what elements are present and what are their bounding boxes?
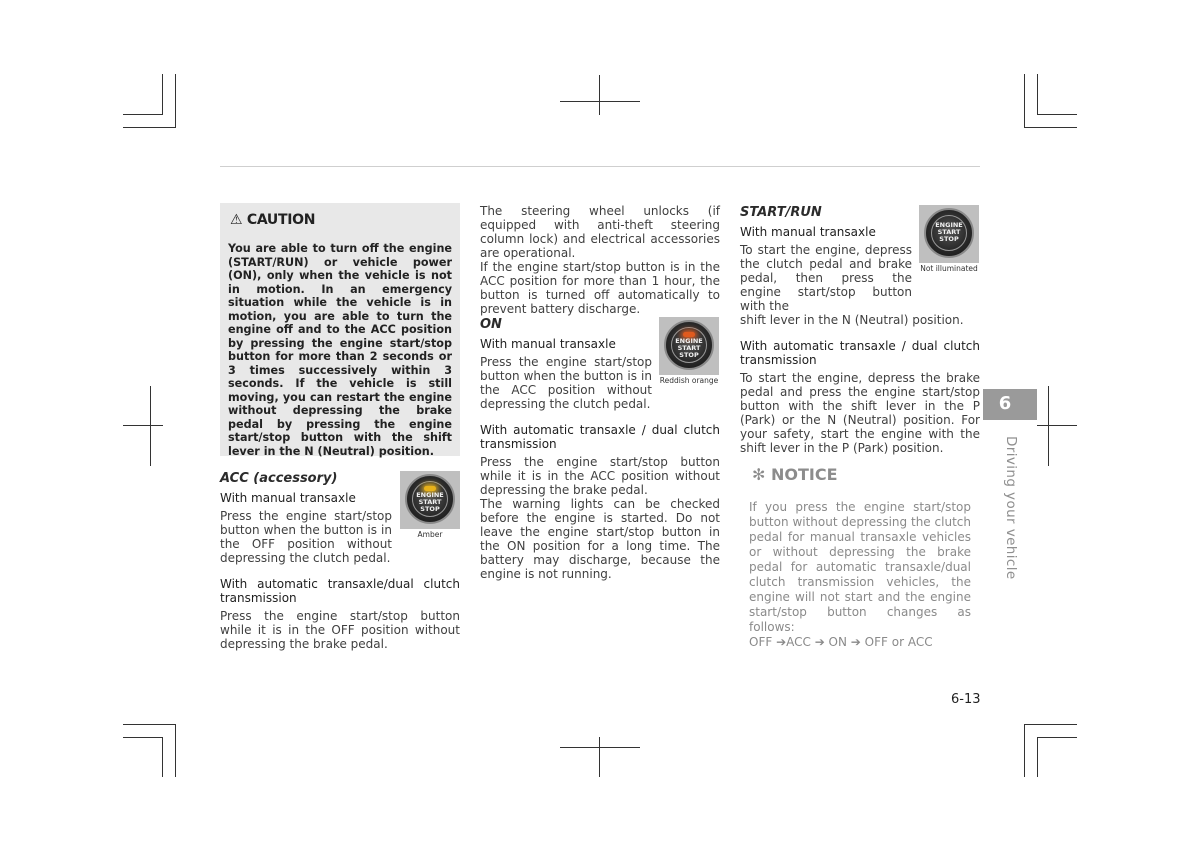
acc-title: ACC (accessory) bbox=[220, 471, 338, 486]
start-run-manual-text-cont: shift lever in the N (Neutral) position. bbox=[740, 313, 964, 327]
start-run-auto-heading: With automatic transaxle / dual clutch transmission bbox=[740, 339, 980, 367]
crop-mark bbox=[175, 724, 176, 777]
chapter-title: Driving your vehicle bbox=[1003, 436, 1019, 580]
crop-mark bbox=[162, 74, 163, 114]
warning-triangle-icon: ⚠ bbox=[230, 212, 243, 228]
engine-button-image-reddish-orange bbox=[659, 317, 719, 387]
image-caption: Not illuminated bbox=[920, 264, 978, 273]
acc-auto-heading: With automatic transaxle/dual clutch transmission bbox=[220, 577, 460, 605]
on-title: ON bbox=[480, 317, 502, 332]
acc-intro-text-1: The steering wheel unlocks (if equipped with anti-theft steering column lock) and electrical accessories are operational. bbox=[480, 204, 720, 260]
crop-mark bbox=[162, 737, 163, 777]
registration-mark bbox=[599, 75, 600, 115]
caution-title: CAUTION bbox=[246, 212, 316, 228]
on-manual-text: Press the engine start/stop button when the button is in the ACC position without depressing the clutch pedal. bbox=[480, 355, 652, 411]
chapter-number: 6 bbox=[998, 393, 1012, 414]
crop-mark bbox=[123, 127, 176, 128]
registration-mark bbox=[599, 737, 600, 777]
start-run-auto-text: To start the engine, depress the brake pedal and press the engine start/stop button with the shift lever in the P (Park) or the N (Neutral) position. For your safety, start the engine with the shift lever in the P (Park) position. bbox=[740, 371, 980, 455]
crop-mark bbox=[123, 737, 163, 738]
acc-intro bbox=[480, 204, 720, 316]
crop-mark bbox=[1037, 114, 1077, 115]
crop-mark bbox=[1024, 724, 1077, 725]
registration-mark bbox=[150, 386, 151, 466]
registration-mark bbox=[560, 747, 640, 748]
notice-body bbox=[749, 500, 971, 650]
crop-mark bbox=[1037, 737, 1038, 777]
acc-manual-heading: With manual transaxle bbox=[220, 491, 356, 505]
on-auto-heading: With automatic transaxle / dual clutch transmission bbox=[480, 423, 720, 451]
engine-button-image-amber bbox=[400, 471, 460, 541]
start-run-title: START/RUN bbox=[740, 205, 822, 220]
caution-box bbox=[220, 203, 460, 456]
on-auto-text: Press the engine start/stop button while it is in the ACC position without depressing the brake pedal. bbox=[480, 455, 720, 497]
on-manual-heading: With manual transaxle bbox=[480, 337, 616, 351]
registration-mark bbox=[123, 425, 163, 426]
start-run-manual-heading: With manual transaxle bbox=[740, 225, 876, 239]
crop-mark bbox=[1024, 127, 1077, 128]
page-number: 6-13 bbox=[951, 692, 981, 707]
engine-start-stop-button-icon: ENGINE START STOP bbox=[405, 474, 455, 524]
registration-mark bbox=[1037, 425, 1077, 426]
chapter-tab bbox=[983, 389, 1037, 420]
acc-manual-text: Press the engine start/stop button when the button is in the OFF position without depressing the clutch pedal. bbox=[220, 509, 392, 565]
crop-mark bbox=[175, 74, 176, 127]
crop-mark bbox=[1024, 724, 1025, 777]
image-caption: Reddish orange bbox=[659, 376, 719, 385]
caution-heading bbox=[230, 212, 315, 228]
crop-mark bbox=[123, 114, 163, 115]
engine-start-stop-button-icon: ENGINE START STOP bbox=[664, 320, 714, 370]
acc-intro-text-2: If the engine start/stop button is in the ACC position for more than 1 hour, the button is turned off automatically to prevent battery discharge. bbox=[480, 260, 720, 316]
notice-heading: ✻ NOTICE bbox=[752, 465, 838, 484]
crop-mark bbox=[1024, 74, 1025, 127]
notice-text: If you press the engine start/stop button without depressing the clutch pedal for manual transaxle vehicles or without depressing the brake pedal for automatic transaxle/dual clutch transmission vehicles, the engine will not start and the engine start/stop button changes as follows: bbox=[749, 500, 971, 634]
crop-mark bbox=[123, 724, 176, 725]
engine-button-image-not-illuminated bbox=[919, 205, 979, 275]
crop-mark bbox=[1037, 74, 1038, 114]
acc-auto-text: Press the engine start/stop button while it is in the OFF position without depressing the brake pedal. bbox=[220, 609, 460, 651]
crop-mark bbox=[1037, 737, 1077, 738]
on-auto-text-2: The warning lights can be checked before the engine is started. Do not leave the engine start/stop button in the ON position for a long time. The battery may discharge, because the engine is not running. bbox=[480, 497, 720, 581]
image-caption: Amber bbox=[400, 529, 460, 541]
registration-mark bbox=[560, 101, 640, 102]
header-rule bbox=[220, 166, 980, 167]
notice-sequence: OFF ➔ACC ➔ ON ➔ OFF or ACC bbox=[749, 635, 933, 649]
engine-start-stop-button-icon: ENGINE START STOP bbox=[924, 208, 974, 258]
start-run-manual-text: To start the engine, depress the clutch pedal and brake pedal, then press the engine start/stop button with the bbox=[740, 243, 912, 313]
caution-text: You are able to turn off the engine (START/RUN) or vehicle power (ON), only when the vehicle is not in motion. In an emergency situation while the vehicle is in motion, you are able to turn the engine off and to the ACC position by pressing the engine start/stop button for more than 2 seconds or 3 times successively within 3 seconds. If the vehicle is still moving, you can restart the engine without depressing the brake pedal by pressing the engine start/stop button with the shift lever in the N (Neutral) position. bbox=[228, 242, 452, 458]
registration-mark bbox=[1048, 386, 1049, 466]
